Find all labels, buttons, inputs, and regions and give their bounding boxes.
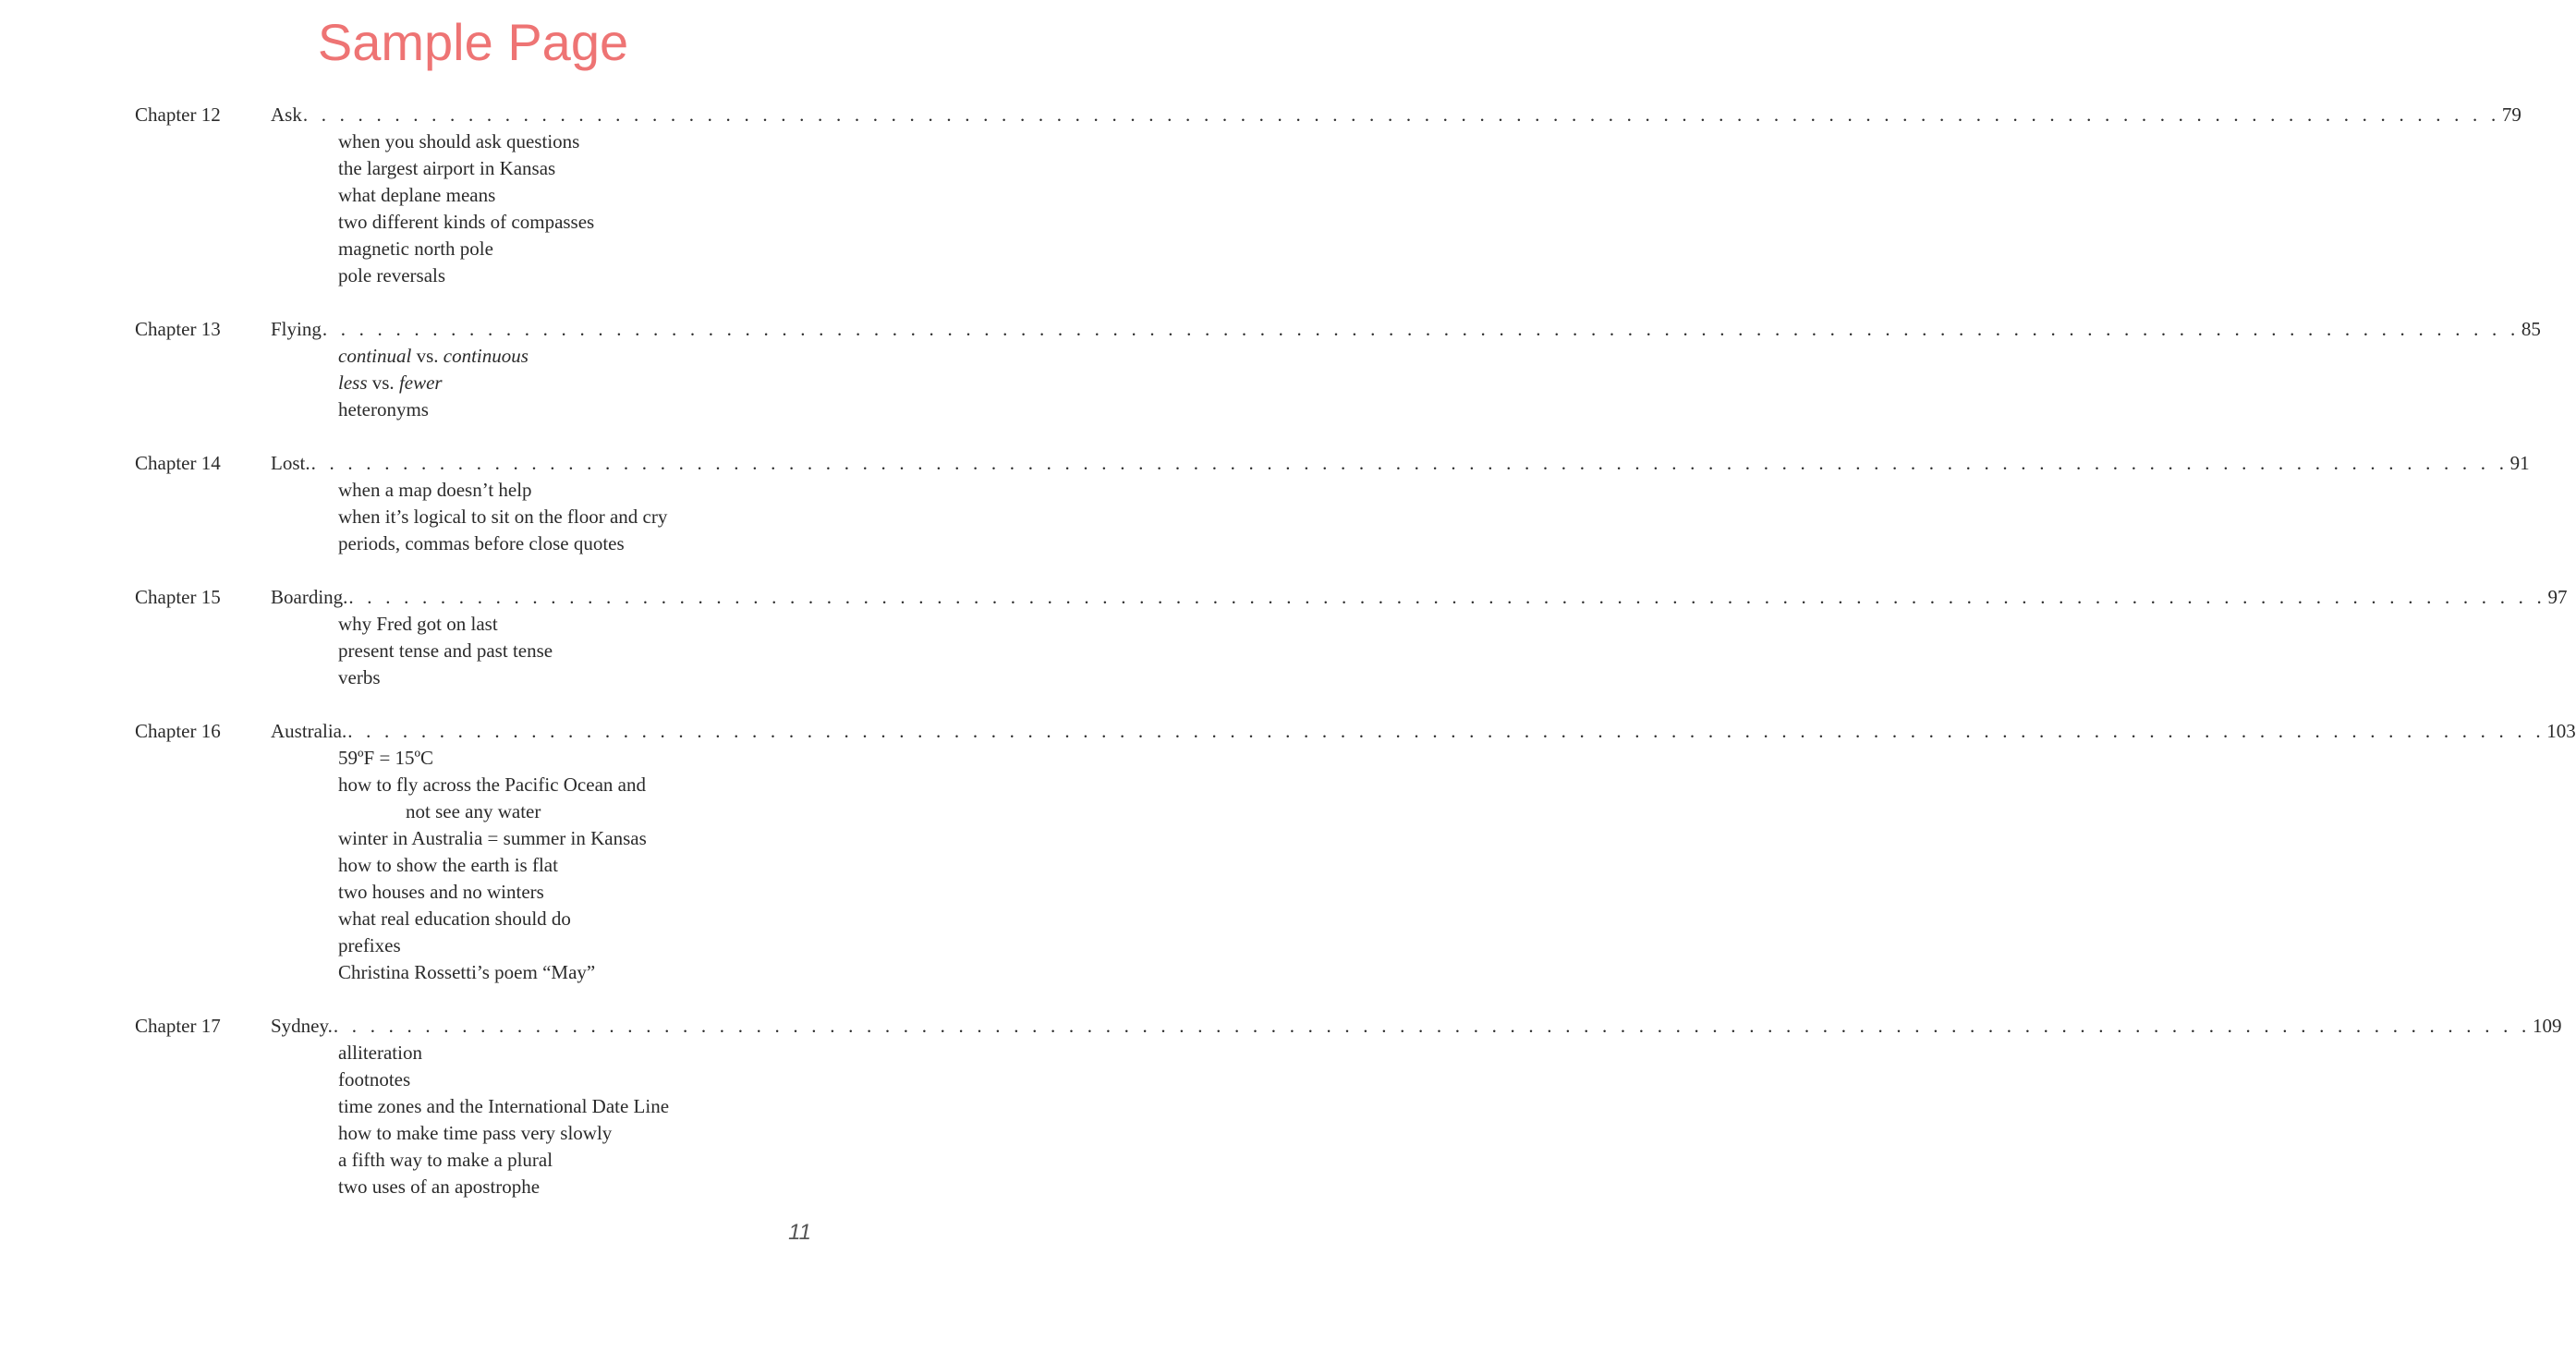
dot-leader: . . . . . . . . . . . . . . . . . . . . . . . . . . . . . . . . . . . . . . . . . . . . . . . . . . . . . . . . . . . . . . . . . . . . . . . . . . . . . . . . . . . . . . . . . . . . . . . . . . . . . . . . . . . . . . . . . . . . . . . . — [333, 1015, 2531, 1037]
topic-item — [338, 906, 811, 932]
topic-text: periods, commas before close quotes — [338, 532, 625, 554]
topic-item — [338, 852, 811, 879]
toc-chapter-entry — [135, 1013, 2562, 1200]
chapter-number: Chapter 14 — [135, 452, 221, 474]
toc-chapter-entry — [135, 450, 2530, 557]
toc-chapter-entry — [135, 718, 2576, 986]
topic-text: footnotes — [338, 1068, 411, 1090]
topic-text: a fifth way to make a plural — [338, 1149, 553, 1171]
topic-item — [338, 477, 811, 504]
chapter-number: Chapter 15 — [135, 586, 221, 608]
topic-text: what deplane means — [338, 184, 496, 206]
topic-text: why Fred got on last — [338, 613, 498, 635]
topic-italic-term: less — [338, 371, 368, 394]
page-number: 11 — [788, 1220, 811, 1245]
topic-text: when a map doesn’t help — [338, 479, 532, 501]
topic-item — [338, 343, 811, 370]
topic-item — [338, 745, 811, 772]
topic-text: two uses of an apostrophe — [338, 1175, 541, 1198]
topic-item — [338, 504, 811, 530]
topic-text: prefixes — [338, 934, 401, 956]
dot-leader: . . . . . . . . . . . . . . . . . . . . . . . . . . . . . . . . . . . . . . . . . . . . . . . . . . . . . . . . . . . . . . . . . . . . . . . . . . . . . . . . . . . . . . . . . . . . . . . . . . . . . . . . . . . . . . . . . . . . . . . . — [347, 720, 2546, 742]
topic-item — [338, 959, 811, 986]
topic-italic-term: fewer — [398, 371, 443, 394]
topic-item — [338, 1120, 811, 1147]
topic-text: when you should ask questions — [338, 130, 580, 152]
chapter-page-number: 109 — [2532, 1015, 2562, 1037]
topic-text: vs. — [411, 345, 444, 367]
chapter-title: Ask — [271, 104, 302, 126]
topic-text: not see any water — [406, 800, 541, 822]
topic-item — [338, 209, 811, 236]
topic-item — [338, 638, 811, 664]
chapter-title: Boarding. — [271, 586, 348, 608]
chapter-topic-list — [135, 128, 811, 289]
topic-text: vs. — [367, 371, 399, 394]
topic-item — [338, 370, 811, 396]
topic-text: magnetic north pole — [338, 238, 493, 260]
toc-chapter-entry — [135, 102, 2521, 289]
topic-text: two houses and no winters — [338, 881, 544, 903]
chapter-title: Sydney. — [271, 1015, 333, 1037]
chapter-number: Chapter 16 — [135, 720, 221, 742]
chapter-page-number: 103 — [2546, 720, 2576, 742]
dot-leader: . . . . . . . . . . . . . . . . . . . . . . . . . . . . . . . . . . . . . . . . . . . . . . . . . . . . . . . . . . . . . . . . . . . . . . . . . . . . . . . . . . . . . . . . . . . . . . . . . . . . . . . . . . . . . . . . . . . . . . . . — [348, 586, 2546, 608]
topic-italic-term: continual — [338, 345, 412, 367]
chapter-number: Chapter 17 — [135, 1015, 221, 1037]
chapter-title: Lost. — [271, 452, 310, 474]
topic-text: Christina Rossetti’s poem “May” — [338, 961, 596, 983]
topic-text: how to show the earth is flat — [338, 854, 558, 876]
topic-item — [338, 879, 811, 906]
chapter-page-number: 97 — [2547, 586, 2568, 608]
toc-chapter-entry — [135, 316, 2541, 423]
dot-leader: . . . . . . . . . . . . . . . . . . . . . . . . . . . . . . . . . . . . . . . . . . . . . . . . . . . . . . . . . . . . . . . . . . . . . . . . . . . . . . . . . . . . . . . . . . . . . . . . . . . . . . . . . . . . . . . . . . . . . . . . — [310, 452, 2509, 474]
topic-item — [338, 236, 811, 262]
sample-page-watermark: Sample Page — [317, 13, 629, 71]
chapter-heading-row — [135, 1013, 2562, 1040]
chapter-topic-list — [135, 1040, 811, 1200]
topic-text: two different kinds of compasses — [338, 211, 595, 233]
chapter-number: Chapter 12 — [135, 104, 221, 126]
topic-text: what real education should do — [338, 907, 571, 930]
chapter-title: Flying — [271, 318, 322, 340]
chapter-heading-row — [135, 584, 2568, 611]
topic-item — [338, 1174, 811, 1200]
topic-text: how to fly across the Pacific Ocean and — [338, 773, 646, 796]
chapter-topic-list — [135, 343, 811, 423]
topic-text: present tense and past tense — [338, 639, 553, 662]
topic-item — [338, 1093, 811, 1120]
topic-item — [338, 825, 811, 852]
topic-text: time zones and the International Date Line — [338, 1095, 670, 1117]
topic-item — [338, 772, 811, 798]
topic-text: alliteration — [338, 1041, 422, 1064]
topic-item — [338, 128, 811, 155]
topic-item — [338, 1147, 811, 1174]
topic-item — [338, 155, 811, 182]
topic-item — [338, 664, 811, 691]
dot-leader: . . . . . . . . . . . . . . . . . . . . . . . . . . . . . . . . . . . . . . . . . . . . . . . . . . . . . . . . . . . . . . . . . . . . . . . . . . . . . . . . . . . . . . . . . . . . . . . . . . . . . . . . . . . . . . . . . . . . . . . . — [302, 104, 2500, 126]
chapter-heading-row — [135, 450, 2530, 477]
topic-item — [338, 1040, 811, 1066]
chapter-heading-row — [135, 718, 2576, 745]
chapter-page-number: 79 — [2501, 104, 2521, 126]
topic-text: pole reversals — [338, 264, 446, 286]
chapter-number: Chapter 13 — [135, 318, 221, 340]
toc-chapter-entry — [135, 584, 2568, 691]
topic-text: 59ºF = 15ºC — [338, 747, 434, 769]
topic-item — [338, 530, 811, 557]
topic-item — [338, 611, 811, 638]
topic-italic-term: continuous — [443, 345, 529, 367]
chapter-title: Australia. — [271, 720, 347, 742]
chapter-heading-row — [135, 316, 2541, 343]
topic-item — [338, 182, 811, 209]
topic-text: when it’s logical to sit on the floor and cry — [338, 505, 668, 528]
table-of-contents — [135, 102, 2576, 1227]
topic-text: heteronyms — [338, 398, 429, 420]
topic-text: how to make time pass very slowly — [338, 1122, 613, 1144]
topic-item — [338, 1066, 811, 1093]
topic-text: winter in Australia = summer in Kansas — [338, 827, 647, 849]
chapter-page-number: 91 — [2509, 452, 2530, 474]
dot-leader: . . . . . . . . . . . . . . . . . . . . . . . . . . . . . . . . . . . . . . . . . . . . . . . . . . . . . . . . . . . . . . . . . . . . . . . . . . . . . . . . . . . . . . . . . . . . . . . . . . . . . . . . . . . . . . . . . . . . . . . . — [322, 318, 2520, 340]
chapter-heading-row — [135, 102, 2521, 128]
topic-text: the largest airport in Kansas — [338, 157, 556, 179]
topic-item — [338, 798, 811, 825]
topic-text: verbs — [338, 666, 381, 688]
chapter-page-number: 85 — [2521, 318, 2541, 340]
chapter-topic-list — [135, 477, 811, 557]
topic-item — [338, 262, 811, 289]
topic-item — [338, 396, 811, 423]
chapter-topic-list — [135, 745, 811, 986]
topic-item — [338, 932, 811, 959]
chapter-topic-list — [135, 611, 811, 691]
